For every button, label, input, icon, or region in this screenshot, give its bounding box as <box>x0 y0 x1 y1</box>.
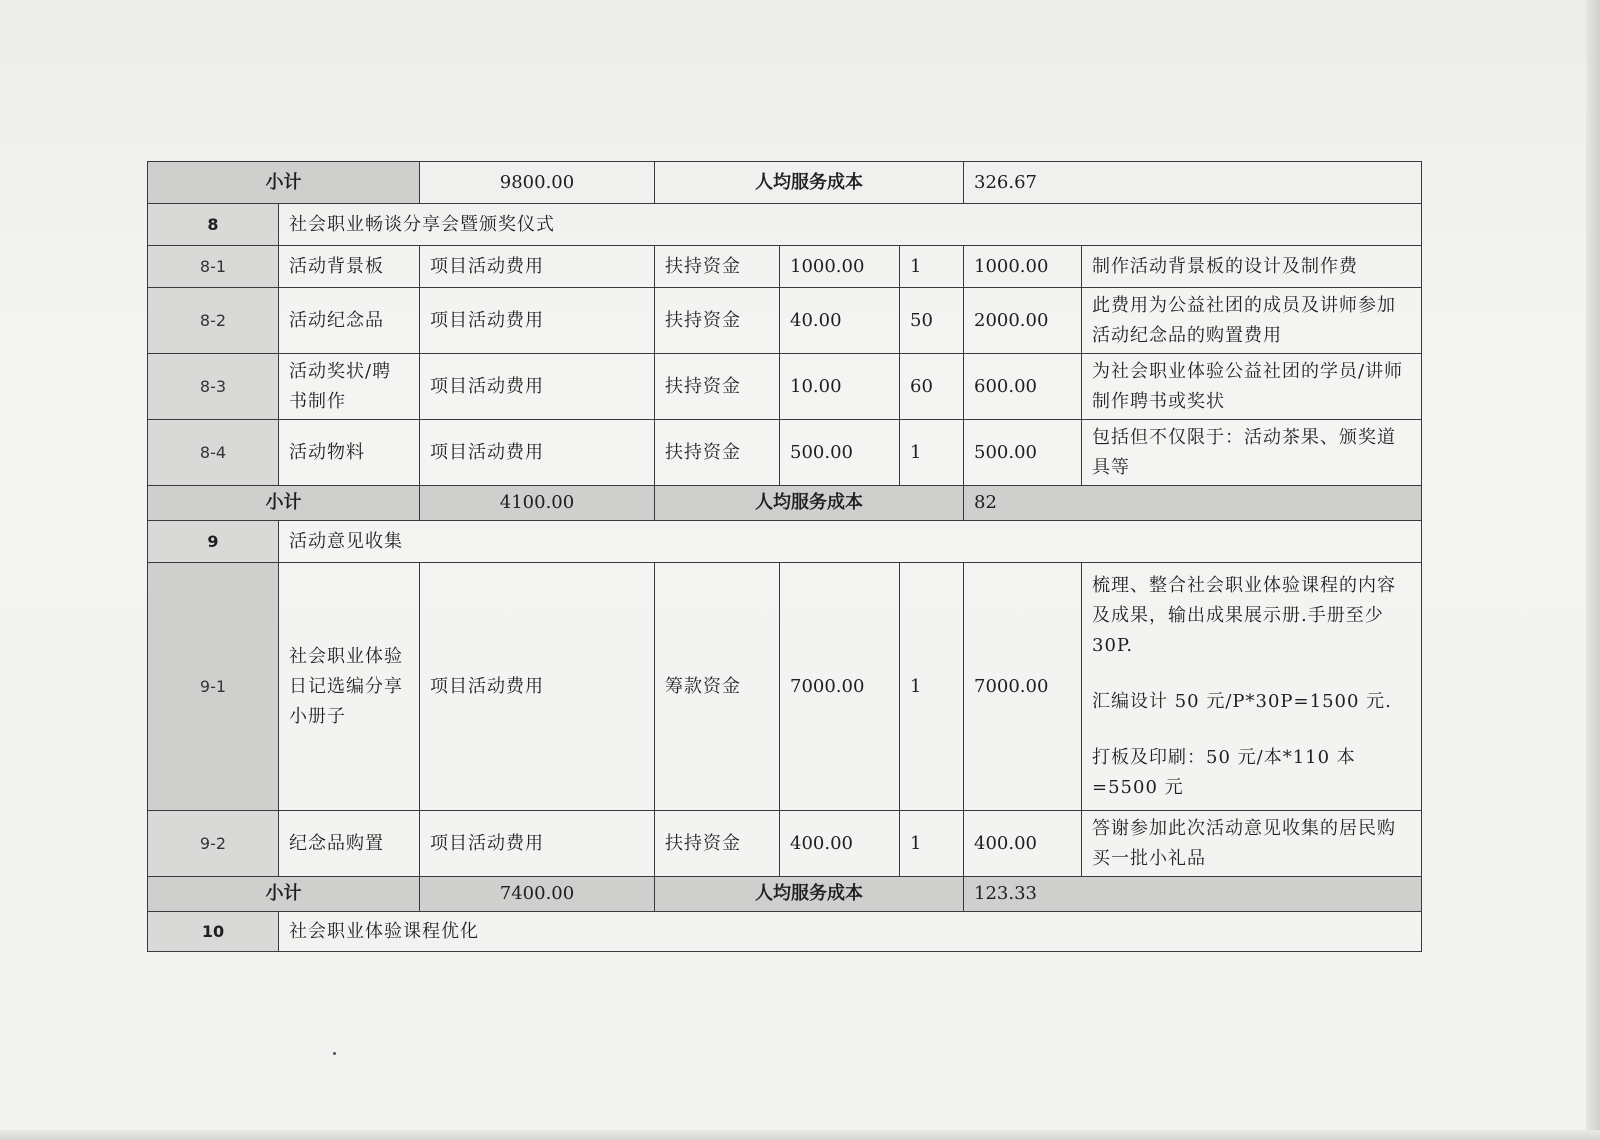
subtotal-total: 9800.00 <box>420 162 655 204</box>
section-number: 8 <box>148 204 279 246</box>
per-capita-label: 人均服务成本 <box>655 162 964 204</box>
item-amount: 500.00 <box>964 420 1082 486</box>
table-row <box>148 563 1422 811</box>
budget-table <box>147 161 1422 952</box>
item-unit-price: 10.00 <box>780 354 900 420</box>
item-name: 纪念品购置 <box>279 811 420 877</box>
item-fund-source: 扶持资金 <box>655 354 780 420</box>
item-amount: 2000.00 <box>964 288 1082 354</box>
per-capita-value: 123.33 <box>964 877 1422 912</box>
per-capita-value: 326.67 <box>964 162 1422 204</box>
item-id: 8-3 <box>148 354 279 420</box>
section-title: 社会职业体验课程优化 <box>279 912 1422 952</box>
subtotal-row <box>148 486 1422 521</box>
item-name: 活动背景板 <box>279 246 420 288</box>
item-note: 包括但不仅限于：活动茶果、颁奖道具等 <box>1082 420 1422 486</box>
item-category: 项目活动费用 <box>420 288 655 354</box>
item-id: 8-1 <box>148 246 279 288</box>
subtotal-label: 小计 <box>148 877 420 912</box>
item-name: 活动纪念品 <box>279 288 420 354</box>
section-header-row <box>148 521 1422 563</box>
item-id: 8-2 <box>148 288 279 354</box>
section-number: 9 <box>148 521 279 563</box>
item-category: 项目活动费用 <box>420 354 655 420</box>
item-fund-source: 筹款资金 <box>655 563 780 811</box>
item-fund-source: 扶持资金 <box>655 288 780 354</box>
table-row <box>148 420 1422 486</box>
item-unit-price: 500.00 <box>780 420 900 486</box>
item-unit-price: 7000.00 <box>780 563 900 811</box>
section-title: 活动意见收集 <box>279 521 1422 563</box>
item-quantity: 1 <box>900 563 964 811</box>
section-title: 社会职业畅谈分享会暨颁奖仪式 <box>279 204 1422 246</box>
item-note: 为社会职业体验公益社团的学员/讲师制作聘书或奖状 <box>1082 354 1422 420</box>
item-name: 社会职业体验日记选编分享小册子 <box>279 563 420 811</box>
subtotal-label: 小计 <box>148 162 420 204</box>
note-line: 梳理、整合社会职业体验课程的内容及成果，输出成果展示册.手册至少 30P. <box>1092 574 1396 656</box>
item-quantity: 1 <box>900 811 964 877</box>
page-bottom-edge <box>0 1130 1600 1140</box>
subtotal-label: 小计 <box>148 486 420 521</box>
table-row <box>148 811 1422 877</box>
item-category: 项目活动费用 <box>420 811 655 877</box>
item-quantity: 50 <box>900 288 964 354</box>
page-edge-shadow <box>1586 0 1600 1140</box>
item-note <box>1082 563 1422 811</box>
item-amount: 1000.00 <box>964 246 1082 288</box>
per-capita-label: 人均服务成本 <box>655 486 964 521</box>
subtotal-total: 7400.00 <box>420 877 655 912</box>
subtotal-total: 4100.00 <box>420 486 655 521</box>
item-fund-source: 扶持资金 <box>655 811 780 877</box>
item-note: 制作活动背景板的设计及制作费 <box>1082 246 1422 288</box>
item-name: 活动奖状/聘书制作 <box>279 354 420 420</box>
item-id: 9-2 <box>148 811 279 877</box>
item-unit-price: 40.00 <box>780 288 900 354</box>
item-quantity: 1 <box>900 246 964 288</box>
item-note: 答谢参加此次活动意见收集的居民购买一批小礼品 <box>1082 811 1422 877</box>
item-id: 8-4 <box>148 420 279 486</box>
item-amount: 400.00 <box>964 811 1082 877</box>
item-category: 项目活动费用 <box>420 246 655 288</box>
section-header-row <box>148 912 1422 952</box>
item-quantity: 60 <box>900 354 964 420</box>
item-unit-price: 400.00 <box>780 811 900 877</box>
table-row <box>148 246 1422 288</box>
item-category: 项目活动费用 <box>420 563 655 811</box>
subtotal-row <box>148 877 1422 912</box>
item-amount: 7000.00 <box>964 563 1082 811</box>
table-row <box>148 288 1422 354</box>
note-line: 汇编设计 50 元/P*30P=1500 元. <box>1092 690 1392 712</box>
per-capita-value: 82 <box>964 486 1422 521</box>
paper-speck <box>333 1052 336 1055</box>
section-number: 10 <box>148 912 279 952</box>
table-row <box>148 354 1422 420</box>
section-header-row <box>148 204 1422 246</box>
item-fund-source: 扶持资金 <box>655 420 780 486</box>
subtotal-row <box>148 162 1422 204</box>
item-amount: 600.00 <box>964 354 1082 420</box>
item-unit-price: 1000.00 <box>780 246 900 288</box>
item-category: 项目活动费用 <box>420 420 655 486</box>
note-line: 打板及印刷：50 元/本*110 本=5500 元 <box>1092 746 1356 798</box>
item-note: 此费用为公益社团的成员及讲师参加活动纪念品的购置费用 <box>1082 288 1422 354</box>
per-capita-label: 人均服务成本 <box>655 877 964 912</box>
item-id: 9-1 <box>148 563 279 811</box>
item-fund-source: 扶持资金 <box>655 246 780 288</box>
item-quantity: 1 <box>900 420 964 486</box>
item-name: 活动物料 <box>279 420 420 486</box>
